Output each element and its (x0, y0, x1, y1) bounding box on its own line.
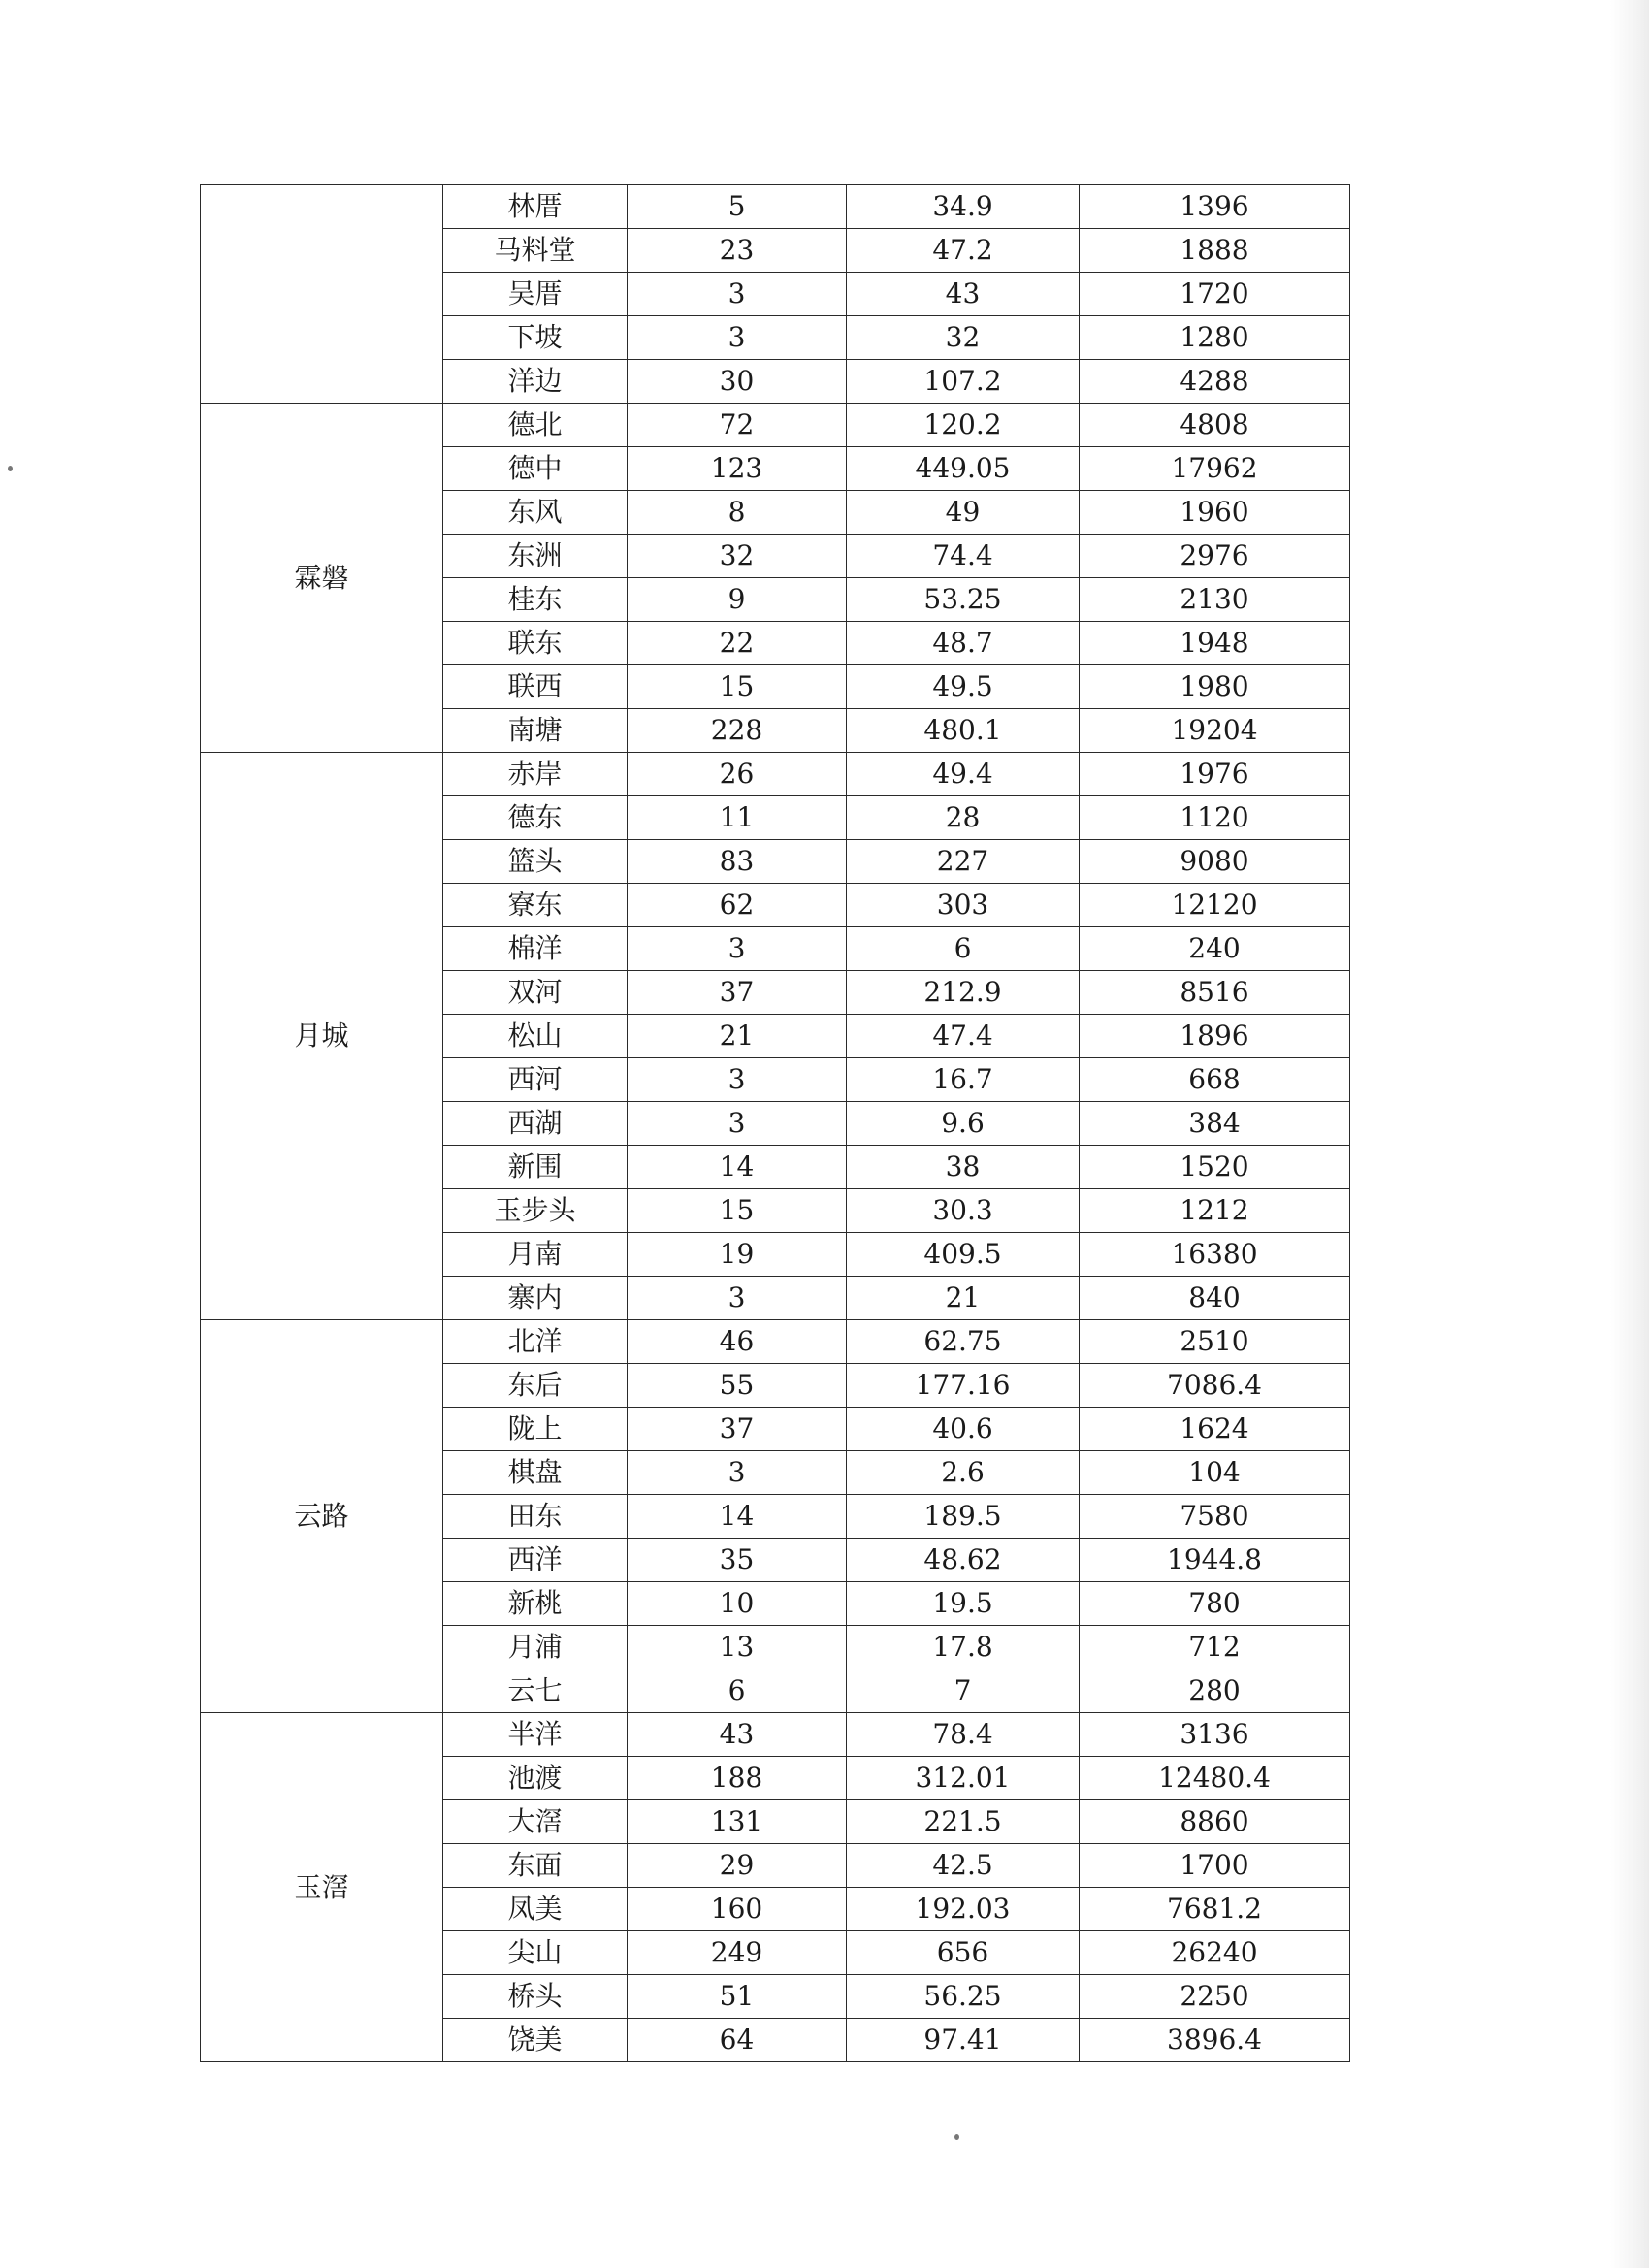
area-cell: 192.03 (847, 1888, 1080, 1931)
count-cell: 3 (628, 1102, 847, 1146)
total-cell: 780 (1080, 1582, 1350, 1626)
area-cell: 30.3 (847, 1189, 1080, 1233)
town-cell: 霖磐 (201, 404, 443, 753)
total-cell: 1888 (1080, 229, 1350, 273)
village-cell: 东洲 (443, 535, 628, 578)
total-cell: 17962 (1080, 447, 1350, 491)
total-cell: 4288 (1080, 360, 1350, 404)
total-cell: 1520 (1080, 1146, 1350, 1189)
count-cell: 131 (628, 1800, 847, 1844)
count-cell: 123 (628, 447, 847, 491)
count-cell: 10 (628, 1582, 847, 1626)
count-cell: 5 (628, 185, 847, 229)
village-cell: 新桃 (443, 1582, 628, 1626)
total-cell: 16380 (1080, 1233, 1350, 1277)
town-cell: 月城 (201, 753, 443, 1320)
count-cell: 160 (628, 1888, 847, 1931)
area-cell: 221.5 (847, 1800, 1080, 1844)
count-cell: 72 (628, 404, 847, 447)
area-cell: 49 (847, 491, 1080, 535)
village-cell: 德东 (443, 796, 628, 840)
village-cell: 联西 (443, 665, 628, 709)
area-cell: 49.5 (847, 665, 1080, 709)
village-cell: 棋盘 (443, 1451, 628, 1495)
total-cell: 8516 (1080, 971, 1350, 1015)
area-cell: 49.4 (847, 753, 1080, 796)
count-cell: 249 (628, 1931, 847, 1975)
count-cell: 32 (628, 535, 847, 578)
area-cell: 189.5 (847, 1495, 1080, 1539)
table-row (201, 404, 1350, 447)
count-cell: 55 (628, 1364, 847, 1408)
count-cell: 22 (628, 622, 847, 665)
count-cell: 6 (628, 1669, 847, 1713)
count-cell: 51 (628, 1975, 847, 2019)
area-cell: 78.4 (847, 1713, 1080, 1757)
total-cell: 7580 (1080, 1495, 1350, 1539)
total-cell: 1720 (1080, 273, 1350, 316)
village-cell: 东后 (443, 1364, 628, 1408)
count-cell: 3 (628, 1451, 847, 1495)
village-cell: 月南 (443, 1233, 628, 1277)
count-cell: 21 (628, 1015, 847, 1058)
town-cell: 玉滘 (201, 1713, 443, 2062)
area-cell: 177.16 (847, 1364, 1080, 1408)
total-cell: 1624 (1080, 1408, 1350, 1451)
total-cell: 668 (1080, 1058, 1350, 1102)
total-cell: 8860 (1080, 1800, 1350, 1844)
area-cell: 48.62 (847, 1539, 1080, 1582)
village-cell: 月浦 (443, 1626, 628, 1669)
area-cell: 34.9 (847, 185, 1080, 229)
count-cell: 37 (628, 1408, 847, 1451)
village-cell: 饶美 (443, 2019, 628, 2062)
village-cell: 篮头 (443, 840, 628, 884)
count-cell: 62 (628, 884, 847, 927)
area-cell: 21 (847, 1277, 1080, 1320)
village-cell: 松山 (443, 1015, 628, 1058)
scan-speck (8, 466, 13, 471)
area-cell: 409.5 (847, 1233, 1080, 1277)
village-cell: 棉洋 (443, 927, 628, 971)
area-cell: 6 (847, 927, 1080, 971)
count-cell: 3 (628, 316, 847, 360)
area-cell: 40.6 (847, 1408, 1080, 1451)
area-cell: 47.4 (847, 1015, 1080, 1058)
count-cell: 26 (628, 753, 847, 796)
count-cell: 15 (628, 1189, 847, 1233)
village-cell: 寮东 (443, 884, 628, 927)
area-cell: 7 (847, 1669, 1080, 1713)
village-cell: 德北 (443, 404, 628, 447)
village-cell: 桂东 (443, 578, 628, 622)
village-cell: 下坡 (443, 316, 628, 360)
count-cell: 188 (628, 1757, 847, 1800)
count-cell: 9 (628, 578, 847, 622)
total-cell: 26240 (1080, 1931, 1350, 1975)
total-cell: 384 (1080, 1102, 1350, 1146)
area-cell: 38 (847, 1146, 1080, 1189)
total-cell: 7681.2 (1080, 1888, 1350, 1931)
count-cell: 46 (628, 1320, 847, 1364)
town-cell: 云路 (201, 1320, 443, 1713)
village-cell: 池渡 (443, 1757, 628, 1800)
total-cell: 4808 (1080, 404, 1350, 447)
total-cell: 840 (1080, 1277, 1350, 1320)
scan-speck (954, 2134, 959, 2140)
area-cell: 19.5 (847, 1582, 1080, 1626)
count-cell: 13 (628, 1626, 847, 1669)
area-cell: 47.2 (847, 229, 1080, 273)
total-cell: 12480.4 (1080, 1757, 1350, 1800)
area-cell: 120.2 (847, 404, 1080, 447)
area-cell: 227 (847, 840, 1080, 884)
total-cell: 1896 (1080, 1015, 1350, 1058)
area-cell: 97.41 (847, 2019, 1080, 2062)
village-cell: 吴厝 (443, 273, 628, 316)
area-cell: 16.7 (847, 1058, 1080, 1102)
village-cell: 赤岸 (443, 753, 628, 796)
data-table (200, 184, 1350, 2062)
count-cell: 15 (628, 665, 847, 709)
total-cell: 3136 (1080, 1713, 1350, 1757)
village-cell: 东面 (443, 1844, 628, 1888)
village-cell: 西河 (443, 1058, 628, 1102)
village-cell: 半洋 (443, 1713, 628, 1757)
count-cell: 8 (628, 491, 847, 535)
scan-page-edge (1610, 0, 1649, 2268)
area-cell: 656 (847, 1931, 1080, 1975)
area-cell: 56.25 (847, 1975, 1080, 2019)
table-row (201, 753, 1350, 796)
village-cell: 西洋 (443, 1539, 628, 1582)
area-cell: 107.2 (847, 360, 1080, 404)
count-cell: 14 (628, 1146, 847, 1189)
area-cell: 2.6 (847, 1451, 1080, 1495)
area-cell: 62.75 (847, 1320, 1080, 1364)
table-row (201, 185, 1350, 229)
count-cell: 83 (628, 840, 847, 884)
area-cell: 74.4 (847, 535, 1080, 578)
total-cell: 1976 (1080, 753, 1350, 796)
total-cell: 1700 (1080, 1844, 1350, 1888)
area-cell: 53.25 (847, 578, 1080, 622)
count-cell: 11 (628, 796, 847, 840)
area-cell: 9.6 (847, 1102, 1080, 1146)
area-cell: 42.5 (847, 1844, 1080, 1888)
total-cell: 12120 (1080, 884, 1350, 927)
count-cell: 64 (628, 2019, 847, 2062)
count-cell: 29 (628, 1844, 847, 1888)
total-cell: 280 (1080, 1669, 1350, 1713)
total-cell: 1960 (1080, 491, 1350, 535)
area-cell: 480.1 (847, 709, 1080, 753)
total-cell: 1980 (1080, 665, 1350, 709)
total-cell: 2510 (1080, 1320, 1350, 1364)
town-cell (201, 185, 443, 404)
count-cell: 3 (628, 927, 847, 971)
count-cell: 3 (628, 1058, 847, 1102)
table-row (201, 1713, 1350, 1757)
count-cell: 30 (628, 360, 847, 404)
count-cell: 43 (628, 1713, 847, 1757)
total-cell: 2976 (1080, 535, 1350, 578)
village-cell: 桥头 (443, 1975, 628, 2019)
village-cell: 西湖 (443, 1102, 628, 1146)
area-cell: 43 (847, 273, 1080, 316)
village-cell: 玉步头 (443, 1189, 628, 1233)
total-cell: 7086.4 (1080, 1364, 1350, 1408)
village-cell: 南塘 (443, 709, 628, 753)
count-cell: 3 (628, 1277, 847, 1320)
village-cell: 马料堂 (443, 229, 628, 273)
table-row (201, 1320, 1350, 1364)
count-cell: 35 (628, 1539, 847, 1582)
total-cell: 104 (1080, 1451, 1350, 1495)
total-cell: 2130 (1080, 578, 1350, 622)
village-cell: 洋边 (443, 360, 628, 404)
village-cell: 德中 (443, 447, 628, 491)
count-cell: 14 (628, 1495, 847, 1539)
village-cell: 大滘 (443, 1800, 628, 1844)
area-cell: 303 (847, 884, 1080, 927)
area-cell: 212.9 (847, 971, 1080, 1015)
village-cell: 凤美 (443, 1888, 628, 1931)
total-cell: 1396 (1080, 185, 1350, 229)
data-table-body (201, 185, 1350, 2062)
total-cell: 3896.4 (1080, 2019, 1350, 2062)
total-cell: 1944.8 (1080, 1539, 1350, 1582)
village-cell: 寨内 (443, 1277, 628, 1320)
area-cell: 312.01 (847, 1757, 1080, 1800)
total-cell: 2250 (1080, 1975, 1350, 2019)
village-cell: 田东 (443, 1495, 628, 1539)
total-cell: 712 (1080, 1626, 1350, 1669)
village-cell: 陇上 (443, 1408, 628, 1451)
area-cell: 32 (847, 316, 1080, 360)
total-cell: 1212 (1080, 1189, 1350, 1233)
total-cell: 240 (1080, 927, 1350, 971)
count-cell: 23 (628, 229, 847, 273)
village-cell: 云七 (443, 1669, 628, 1713)
count-cell: 37 (628, 971, 847, 1015)
count-cell: 19 (628, 1233, 847, 1277)
area-cell: 28 (847, 796, 1080, 840)
village-cell: 东风 (443, 491, 628, 535)
village-cell: 林厝 (443, 185, 628, 229)
village-cell: 尖山 (443, 1931, 628, 1975)
area-cell: 449.05 (847, 447, 1080, 491)
total-cell: 1948 (1080, 622, 1350, 665)
count-cell: 228 (628, 709, 847, 753)
total-cell: 1120 (1080, 796, 1350, 840)
total-cell: 9080 (1080, 840, 1350, 884)
village-cell: 北洋 (443, 1320, 628, 1364)
total-cell: 1280 (1080, 316, 1350, 360)
area-cell: 17.8 (847, 1626, 1080, 1669)
village-cell: 联东 (443, 622, 628, 665)
area-cell: 48.7 (847, 622, 1080, 665)
total-cell: 19204 (1080, 709, 1350, 753)
count-cell: 3 (628, 273, 847, 316)
village-cell: 新围 (443, 1146, 628, 1189)
village-cell: 双河 (443, 971, 628, 1015)
